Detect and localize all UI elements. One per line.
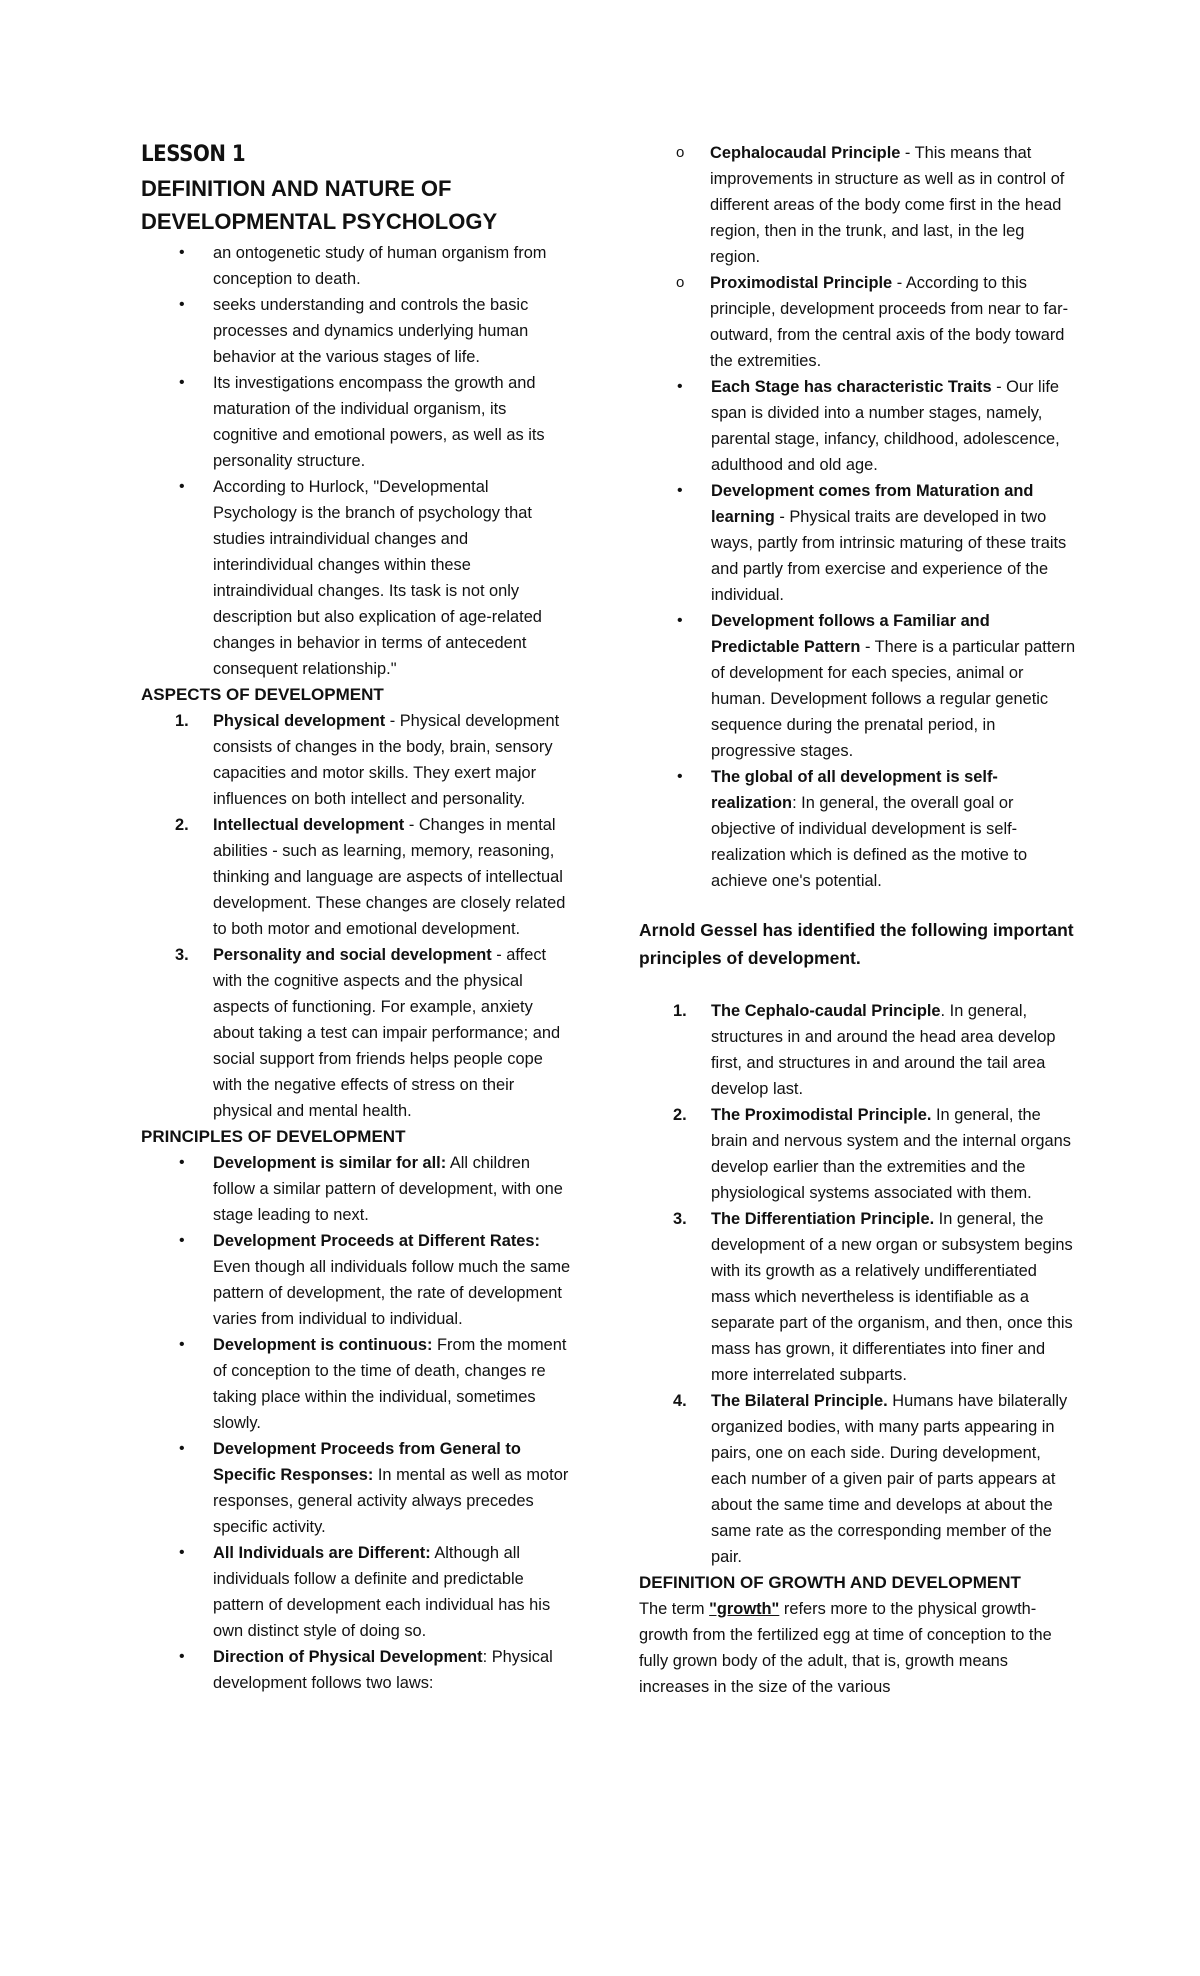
- principle-text: - Physical traits are developed in two ways, partly from intrinsic maturing of these traits and partly from exercise and experience of the individual.: [711, 508, 1067, 604]
- item-number: 4.: [673, 1392, 687, 1410]
- principle-text: : In general, the overall goal or objective of individual development is self-realization which is defined as the motive to achieve one's potential.: [711, 794, 1028, 890]
- item-number: 3.: [175, 946, 189, 964]
- lesson-label: LESSON 1: [141, 142, 246, 167]
- intro-bullet: • Its investigations encompass the growth and maturation of the individual organism, its cognitive and emotional powers, as well as its personality structure.: [141, 370, 571, 474]
- principle-term: The global of all development is self-realization: [711, 768, 998, 812]
- item-number: 2.: [673, 1106, 687, 1124]
- law-text: - This means that improvements in structure as well as in control of different areas of the body come first in the head region, then in the trunk, and last, in the leg region.: [710, 144, 1065, 266]
- principles-list: [141, 1150, 571, 1696]
- physical-laws-list: [569, 140, 1079, 374]
- growth-pre: The term: [639, 1600, 710, 1618]
- principle-item: [141, 1150, 571, 1228]
- principle-term: Development Proceeds from General to Specific Responses:: [213, 1440, 521, 1484]
- left-column: [141, 140, 571, 1696]
- item-number: 1.: [673, 1002, 687, 1020]
- principle-text: - There is a particular pattern of development for each species, animal or human. Development follows a regular genetic sequence during the prenatal period, in progressive stages.: [711, 638, 1076, 760]
- gessel-text: In general, the brain and nervous system and the internal organs develop earlier than the extremities and the physiological systems associated with them.: [711, 1106, 1071, 1202]
- right-column: [639, 140, 1079, 1700]
- principle-text: : Physical development follows two laws:: [213, 1648, 553, 1692]
- principle-term: Development Proceeds at Different Rates:: [213, 1232, 540, 1250]
- principle-text: - Our life span is divided into a number stages, namely, parental stage, infancy, childhood, adolescence, adulthood and old age.: [711, 378, 1060, 474]
- law-term: Cephalocaudal Principle: [710, 144, 901, 162]
- gessel-heading: Arnold Gessel has identified the following important principles of development.: [639, 920, 1074, 968]
- principle-term: Development comes from Maturation and learning: [711, 482, 1034, 526]
- more-principles-list: [639, 374, 1079, 894]
- item-number: 1.: [175, 712, 189, 730]
- principle-item: [639, 764, 1079, 894]
- gessel-text: Humans have bilaterally organized bodies, with many parts appearing in pairs, one on each side. During development, each number of a given pair of parts appears at about the same time and develops at about the same rate as the corresponding member of the pair.: [711, 1392, 1068, 1566]
- intro-bullet-list: [141, 240, 571, 682]
- law-term: Proximodistal Principle: [710, 274, 893, 292]
- gessel-term: The Bilateral Principle.: [711, 1392, 888, 1410]
- gessel-item: [639, 1102, 1079, 1206]
- principle-item: [639, 478, 1079, 608]
- item-number: 2.: [175, 816, 189, 834]
- aspect-text: - Changes in mental abilities - such as learning, memory, reasoning, thinking and language are aspects of intellectual development. These changes are closely related to both motor and emotional development.: [213, 816, 566, 938]
- aspect-item: [141, 942, 571, 1124]
- aspect-term: Personality and social development: [213, 946, 492, 964]
- principle-term: All Individuals are Different:: [213, 1544, 431, 1562]
- gessel-item: [639, 998, 1079, 1102]
- principle-item: [141, 1540, 571, 1644]
- gessel-item: [639, 1388, 1079, 1570]
- aspects-heading: ASPECTS OF DEVELOPMENT: [141, 685, 384, 704]
- growth-term: "growth": [709, 1600, 780, 1618]
- aspect-term: Intellectual development: [213, 816, 405, 834]
- gessel-principles-list: [639, 998, 1079, 1570]
- growth-heading: DEFINITION OF GROWTH AND DEVELOPMENT: [639, 1573, 1021, 1592]
- spacer: [639, 894, 1079, 916]
- principle-term: Development is similar for all:: [213, 1154, 447, 1172]
- gessel-term: The Cephalo-caudal Principle: [711, 1002, 941, 1020]
- principle-term: Direction of Physical Development: [213, 1648, 483, 1666]
- aspect-item: [141, 812, 571, 942]
- principle-item: [639, 608, 1079, 764]
- gessel-text: In general, the development of a new organ or subsystem begins with its growth as a relatively undifferentiated mass which nevertheless is identifiable as a separate part of the organism, and then, once this mass has grown, it differentiates into finer and more interrelated subparts.: [711, 1210, 1073, 1384]
- principle-item: [141, 1644, 571, 1696]
- law-text: - According to this principle, development proceeds from near to far-outward, from the central axis of the body toward the extremities.: [710, 274, 1069, 370]
- law-item: [569, 140, 1079, 270]
- principle-text: In mental as well as motor responses, general activity always precedes specific activity.: [213, 1466, 569, 1536]
- aspect-text: - affect with the cognitive aspects and the physical aspects of functioning. For example, anxiety about taking a test can impair performance; and social support from friends helps people cope with the negative effects of stress on their physical and mental health.: [213, 946, 561, 1120]
- principle-term: Development is continuous:: [213, 1336, 433, 1354]
- aspect-text: - Physical development consists of changes in the body, brain, sensory capacities and motor skills. They exert major influences on both intellect and personality.: [213, 712, 560, 808]
- intro-bullet: • an ontogenetic study of human organism from conception to death.: [141, 240, 571, 292]
- page-title-line-1: DEFINITION AND NATURE OF: [141, 176, 452, 201]
- law-item: [569, 270, 1079, 374]
- principle-term: Development follows a Familiar and Predictable Pattern: [711, 612, 990, 656]
- gessel-text: . In general, structures in and around the head area develop first, and structures in and around the tail area develop last.: [711, 1002, 1056, 1098]
- gessel-term: The Proximodistal Principle.: [711, 1106, 932, 1124]
- principle-text: Even though all individuals follow much the same pattern of development, the rate of development varies from individual to individual.: [213, 1258, 571, 1328]
- principle-item: [639, 374, 1079, 478]
- gessel-term: The Differentiation Principle.: [711, 1210, 935, 1228]
- principle-text: Although all individuals follow a definite and predictable pattern of development each individual has his own distinct style of doing so.: [213, 1544, 551, 1640]
- principles-heading: PRINCIPLES OF DEVELOPMENT: [141, 1127, 406, 1146]
- gessel-item: [639, 1206, 1079, 1388]
- page-title-line-2: DEVELOPMENTAL PSYCHOLOGY: [141, 209, 498, 234]
- intro-bullet: • According to Hurlock, "Developmental Psychology is the branch of psychology that studies intraindividual changes and interindividual changes within these intraindividual changes. Its task is not only description but also explication of age-related changes in behavior in terms of antecedent consequent relationship.": [141, 474, 571, 682]
- growth-post: refers more to the physical growth- growth from the fertilized egg at time of conception to the fully grown body of the adult, that is, growth means increases in the size of the various: [639, 1600, 1052, 1696]
- principle-item: [141, 1332, 571, 1436]
- principle-item: [141, 1228, 571, 1332]
- principle-term: Each Stage has characteristic Traits: [711, 378, 992, 396]
- principle-item: [141, 1436, 571, 1540]
- intro-bullet: • seeks understanding and controls the basic processes and dynamics underlying human behavior at the various stages of life.: [141, 292, 571, 370]
- spacer: [639, 972, 1079, 998]
- principle-text: From the moment of conception to the time of death, changes re taking place within the individual, sometimes slowly.: [213, 1336, 567, 1432]
- growth-paragraph: [639, 1596, 1079, 1700]
- aspect-term: Physical development: [213, 712, 386, 730]
- aspect-item: [141, 708, 571, 812]
- aspects-list: [141, 708, 571, 1124]
- principle-text: All children follow a similar pattern of development, with one stage leading to next.: [213, 1154, 563, 1224]
- item-number: 3.: [673, 1210, 687, 1228]
